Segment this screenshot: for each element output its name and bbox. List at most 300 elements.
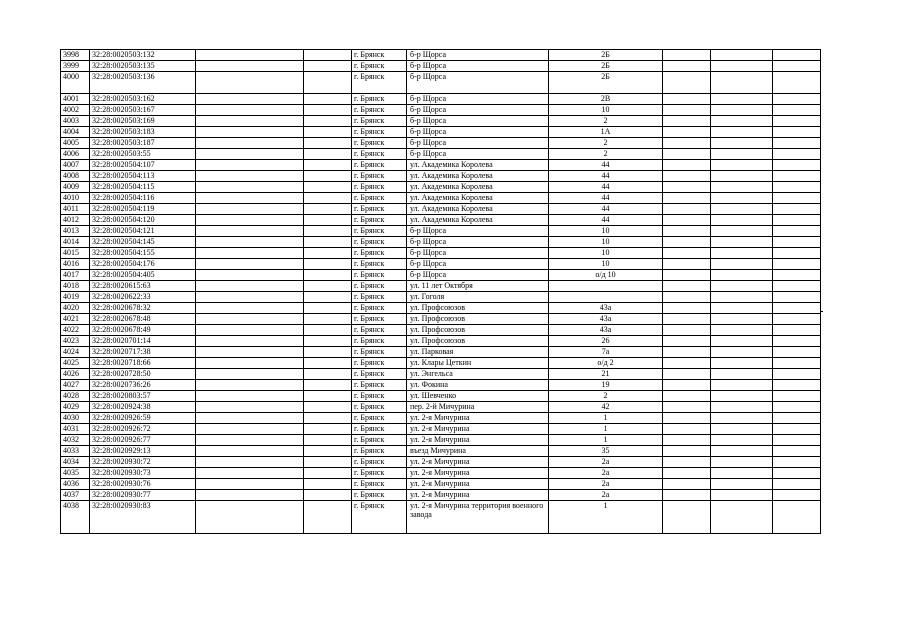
empty-cell [773,336,821,347]
empty-cell [711,347,773,358]
empty-cell [304,314,352,325]
row-number-cell: 4004 [61,127,90,138]
empty-cell [773,237,821,248]
empty-cell [663,402,711,413]
empty-cell [196,391,304,402]
table-row [61,435,821,446]
row-number-cell: 4031 [61,424,90,435]
row-number-cell: 4032 [61,435,90,446]
empty-cell [711,391,773,402]
house-number-cell: 1 [549,435,663,446]
empty-cell [711,116,773,127]
empty-cell [663,501,711,534]
row-number-cell: 4000 [61,72,90,94]
house-number-cell: 44 [549,182,663,193]
city-cell: г. Брянск [352,127,407,138]
house-number-cell: о/д 10 [549,270,663,281]
row-number-cell: 4035 [61,468,90,479]
empty-cell [196,248,304,259]
row-number-cell: 4034 [61,457,90,468]
table-row [61,127,821,138]
row-number-cell: 4017 [61,270,90,281]
city-cell: г. Брянск [352,160,407,171]
cadastral-number-cell: 32:28:0020930:83 [90,501,196,534]
empty-cell [196,424,304,435]
city-cell: г. Брянск [352,501,407,534]
city-cell: г. Брянск [352,468,407,479]
house-number-cell: 43а [549,314,663,325]
city-cell: г. Брянск [352,94,407,105]
empty-cell [711,226,773,237]
empty-cell [663,358,711,369]
table-row [61,226,821,237]
empty-cell [663,336,711,347]
street-cell: ул. Академика Королева [407,193,549,204]
empty-cell [663,303,711,314]
city-cell: г. Брянск [352,182,407,193]
empty-cell [663,116,711,127]
row-number-cell: 4008 [61,171,90,182]
row-number-cell: 4022 [61,325,90,336]
empty-cell [196,116,304,127]
empty-cell [711,490,773,501]
table-row [61,215,821,226]
city-cell: г. Брянск [352,413,407,424]
empty-cell [196,446,304,457]
row-number-cell: 4020 [61,303,90,314]
cadastral-number-cell: 32:28:0020622:33 [90,292,196,303]
empty-cell [304,127,352,138]
empty-cell [711,435,773,446]
empty-cell [711,248,773,259]
house-number-cell: 10 [549,226,663,237]
empty-cell [304,171,352,182]
street-cell: ул. 2-я Мичурина [407,468,549,479]
house-number-cell: 42 [549,402,663,413]
empty-cell [773,94,821,105]
empty-cell [196,413,304,424]
cadastral-number-cell: 32:28:0020736:26 [90,380,196,391]
table-row [61,61,821,72]
table-row [61,380,821,391]
street-cell: б-р Щорса [407,50,549,61]
city-cell: г. Брянск [352,479,407,490]
empty-cell [304,358,352,369]
house-number-cell: 44 [549,160,663,171]
street-cell: б-р Щорса [407,105,549,116]
empty-cell [663,347,711,358]
empty-cell [663,50,711,61]
table-row [61,171,821,182]
row-number-cell: 3999 [61,61,90,72]
empty-cell [773,292,821,303]
empty-cell [304,303,352,314]
empty-cell [663,226,711,237]
empty-cell [196,193,304,204]
empty-cell [663,446,711,457]
cadastral-number-cell: 32:28:0020503:183 [90,127,196,138]
empty-cell [663,468,711,479]
empty-cell [711,61,773,72]
empty-cell [711,171,773,182]
street-cell: ул. Парковая [407,347,549,358]
empty-cell [711,402,773,413]
house-number-cell: 2а [549,457,663,468]
empty-cell [663,94,711,105]
stray-dash-mark [820,311,823,312]
empty-cell [196,457,304,468]
table-row [61,94,821,105]
table-row [61,358,821,369]
row-number-cell: 4033 [61,446,90,457]
street-cell: ул. Академика Королева [407,182,549,193]
city-cell: г. Брянск [352,237,407,248]
empty-cell [196,303,304,314]
cadastral-number-cell: 32:28:0020504:116 [90,193,196,204]
empty-cell [304,468,352,479]
cadastral-number-cell: 32:28:0020503:132 [90,50,196,61]
empty-cell [196,402,304,413]
empty-cell [711,259,773,270]
empty-cell [773,215,821,226]
city-cell: г. Брянск [352,171,407,182]
city-cell: г. Брянск [352,259,407,270]
house-number-cell: 2В [549,94,663,105]
cadastral-number-cell: 32:28:0020718:66 [90,358,196,369]
house-number-cell: 44 [549,171,663,182]
house-number-cell [549,292,663,303]
street-cell: ул. Академика Королева [407,215,549,226]
row-number-cell: 4007 [61,160,90,171]
city-cell: г. Брянск [352,50,407,61]
street-cell: ул. Академика Королева [407,160,549,171]
empty-cell [711,424,773,435]
city-cell: г. Брянск [352,105,407,116]
street-cell: б-р Щорса [407,72,549,94]
city-cell: г. Брянск [352,116,407,127]
empty-cell [304,281,352,292]
street-cell: б-р Щорса [407,138,549,149]
cadastral-number-cell: 32:28:0020930:77 [90,490,196,501]
empty-cell [304,457,352,468]
empty-cell [711,413,773,424]
empty-cell [711,72,773,94]
empty-cell [711,149,773,160]
empty-cell [663,281,711,292]
empty-cell [196,50,304,61]
empty-cell [196,182,304,193]
cadastral-number-cell: 32:28:0020678:49 [90,325,196,336]
empty-cell [773,435,821,446]
house-number-cell: 43а [549,325,663,336]
table-row [61,281,821,292]
empty-cell [304,380,352,391]
empty-cell [773,149,821,160]
city-cell: г. Брянск [352,72,407,94]
table-row [61,413,821,424]
empty-cell [773,182,821,193]
table-row [61,116,821,127]
empty-cell [304,160,352,171]
empty-cell [304,446,352,457]
empty-cell [773,281,821,292]
empty-cell [773,369,821,380]
empty-cell [773,358,821,369]
row-number-cell: 4036 [61,479,90,490]
empty-cell [711,182,773,193]
house-number-cell: 2а [549,479,663,490]
table-row [61,446,821,457]
house-number-cell: 44 [549,204,663,215]
city-cell: г. Брянск [352,204,407,215]
row-number-cell: 4014 [61,237,90,248]
table-body [61,50,821,534]
empty-cell [663,237,711,248]
city-cell: г. Брянск [352,358,407,369]
empty-cell [663,193,711,204]
table-row [61,237,821,248]
cadastral-number-cell: 32:28:0020678:32 [90,303,196,314]
row-number-cell: 4028 [61,391,90,402]
empty-cell [196,215,304,226]
empty-cell [196,380,304,391]
row-number-cell: 4010 [61,193,90,204]
street-cell: ул. 2-я Мичурина [407,424,549,435]
house-number-cell: 2Б [549,50,663,61]
city-cell: г. Брянск [352,347,407,358]
empty-cell [773,501,821,534]
house-number-cell: 43а [549,303,663,314]
empty-cell [711,94,773,105]
row-number-cell: 4003 [61,116,90,127]
house-number-cell: 19 [549,380,663,391]
empty-cell [663,380,711,391]
empty-cell [304,226,352,237]
city-cell: г. Брянск [352,402,407,413]
cadastral-number-cell: 32:28:0020504:155 [90,248,196,259]
empty-cell [663,171,711,182]
house-number-cell: 10 [549,105,663,116]
empty-cell [773,171,821,182]
empty-cell [711,105,773,116]
city-cell: г. Брянск [352,248,407,259]
empty-cell [773,347,821,358]
empty-cell [773,490,821,501]
empty-cell [773,479,821,490]
street-cell: б-р Щорса [407,248,549,259]
house-number-cell: 21 [549,369,663,380]
empty-cell [663,391,711,402]
empty-cell [773,413,821,424]
empty-cell [773,138,821,149]
cadastral-number-cell: 32:28:0020717:38 [90,347,196,358]
empty-cell [304,479,352,490]
empty-cell [711,380,773,391]
street-cell: въезд Мичурина [407,446,549,457]
row-number-cell: 4012 [61,215,90,226]
empty-cell [196,358,304,369]
house-number-cell: 2 [549,116,663,127]
empty-cell [663,369,711,380]
cadastral-number-cell: 32:28:0020504:107 [90,160,196,171]
empty-cell [773,105,821,116]
empty-cell [663,215,711,226]
cadastral-number-cell: 32:28:0020503:55 [90,149,196,160]
empty-cell [196,61,304,72]
city-cell: г. Брянск [352,61,407,72]
cadastral-number-cell: 32:28:0020503:187 [90,138,196,149]
table-row [61,270,821,281]
street-cell: ул. 2-я Мичурина территория военного завода [407,501,549,534]
empty-cell [304,490,352,501]
empty-cell [773,325,821,336]
empty-cell [304,270,352,281]
row-number-cell: 4002 [61,105,90,116]
empty-cell [663,259,711,270]
house-number-cell: 10 [549,259,663,270]
empty-cell [196,479,304,490]
empty-cell [773,468,821,479]
city-cell: г. Брянск [352,281,407,292]
cadastral-number-cell: 32:28:0020503:162 [90,94,196,105]
table-row [61,138,821,149]
city-cell: г. Брянск [352,303,407,314]
cadastral-number-cell: 32:28:0020503:167 [90,105,196,116]
cadastral-number-cell: 32:28:0020930:72 [90,457,196,468]
table-row [61,72,821,94]
city-cell: г. Брянск [352,314,407,325]
empty-cell [663,61,711,72]
row-number-cell: 4026 [61,369,90,380]
table-row [61,259,821,270]
empty-cell [711,369,773,380]
empty-cell [196,259,304,270]
city-cell: г. Брянск [352,193,407,204]
table-row [61,314,821,325]
street-cell: ул. Профсоюзов [407,314,549,325]
cadastral-number-cell: 32:28:0020678:48 [90,314,196,325]
empty-cell [711,270,773,281]
house-number-cell: 1 [549,424,663,435]
street-cell: б-р Щорса [407,270,549,281]
cadastral-number-cell: 32:28:0020504:115 [90,182,196,193]
house-number-cell: 2 [549,391,663,402]
cadastral-number-cell: 32:28:0020701:14 [90,336,196,347]
empty-cell [196,149,304,160]
street-cell: ул. Фокина [407,380,549,391]
empty-cell [196,94,304,105]
street-cell: б-р Щорса [407,94,549,105]
city-cell: г. Брянск [352,490,407,501]
property-register-table [60,49,821,534]
empty-cell [711,446,773,457]
empty-cell [773,248,821,259]
row-number-cell: 4016 [61,259,90,270]
empty-cell [663,270,711,281]
empty-cell [663,160,711,171]
empty-cell [711,501,773,534]
house-number-cell: 2 [549,138,663,149]
empty-cell [711,325,773,336]
empty-cell [663,138,711,149]
row-number-cell: 4025 [61,358,90,369]
row-number-cell: 4019 [61,292,90,303]
row-number-cell: 4027 [61,380,90,391]
cadastral-number-cell: 32:28:0020728:50 [90,369,196,380]
street-cell: ул. Шевченко [407,391,549,402]
empty-cell [773,61,821,72]
table-row [61,248,821,259]
empty-cell [773,193,821,204]
street-cell: б-р Щорса [407,127,549,138]
table-row [61,369,821,380]
empty-cell [711,314,773,325]
empty-cell [773,259,821,270]
empty-cell [663,413,711,424]
empty-cell [773,303,821,314]
table-row [61,336,821,347]
empty-cell [711,204,773,215]
house-number-cell: 10 [549,237,663,248]
empty-cell [304,50,352,61]
empty-cell [304,424,352,435]
empty-cell [773,50,821,61]
cadastral-number-cell: 32:28:0020930:73 [90,468,196,479]
empty-cell [711,292,773,303]
empty-cell [711,160,773,171]
empty-cell [196,325,304,336]
empty-cell [196,490,304,501]
street-cell: пер. 2-й Мичурина [407,402,549,413]
row-number-cell: 4023 [61,336,90,347]
cadastral-number-cell: 32:28:0020924:38 [90,402,196,413]
empty-cell [304,237,352,248]
cadastral-number-cell: 32:28:0020504:120 [90,215,196,226]
empty-cell [773,391,821,402]
table-row [61,303,821,314]
empty-cell [196,171,304,182]
empty-cell [663,127,711,138]
row-number-cell: 3998 [61,50,90,61]
cadastral-number-cell: 32:28:0020503:135 [90,61,196,72]
empty-cell [663,435,711,446]
city-cell: г. Брянск [352,457,407,468]
city-cell: г. Брянск [352,369,407,380]
empty-cell [773,424,821,435]
empty-cell [663,490,711,501]
empty-cell [304,116,352,127]
empty-cell [304,149,352,160]
empty-cell [196,435,304,446]
row-number-cell: 4005 [61,138,90,149]
table-row [61,347,821,358]
row-number-cell: 4024 [61,347,90,358]
row-number-cell: 4001 [61,94,90,105]
city-cell: г. Брянск [352,270,407,281]
empty-cell [711,358,773,369]
table-row [61,193,821,204]
street-cell: ул. Профсоюзов [407,325,549,336]
row-number-cell: 4006 [61,149,90,160]
house-number-cell: 1 [549,413,663,424]
street-cell: ул. Клары Цеткин [407,358,549,369]
table-row [61,50,821,61]
street-cell: ул. Профсоюзов [407,336,549,347]
empty-cell [304,402,352,413]
empty-cell [711,138,773,149]
cadastral-number-cell: 32:28:0020503:169 [90,116,196,127]
empty-cell [663,314,711,325]
